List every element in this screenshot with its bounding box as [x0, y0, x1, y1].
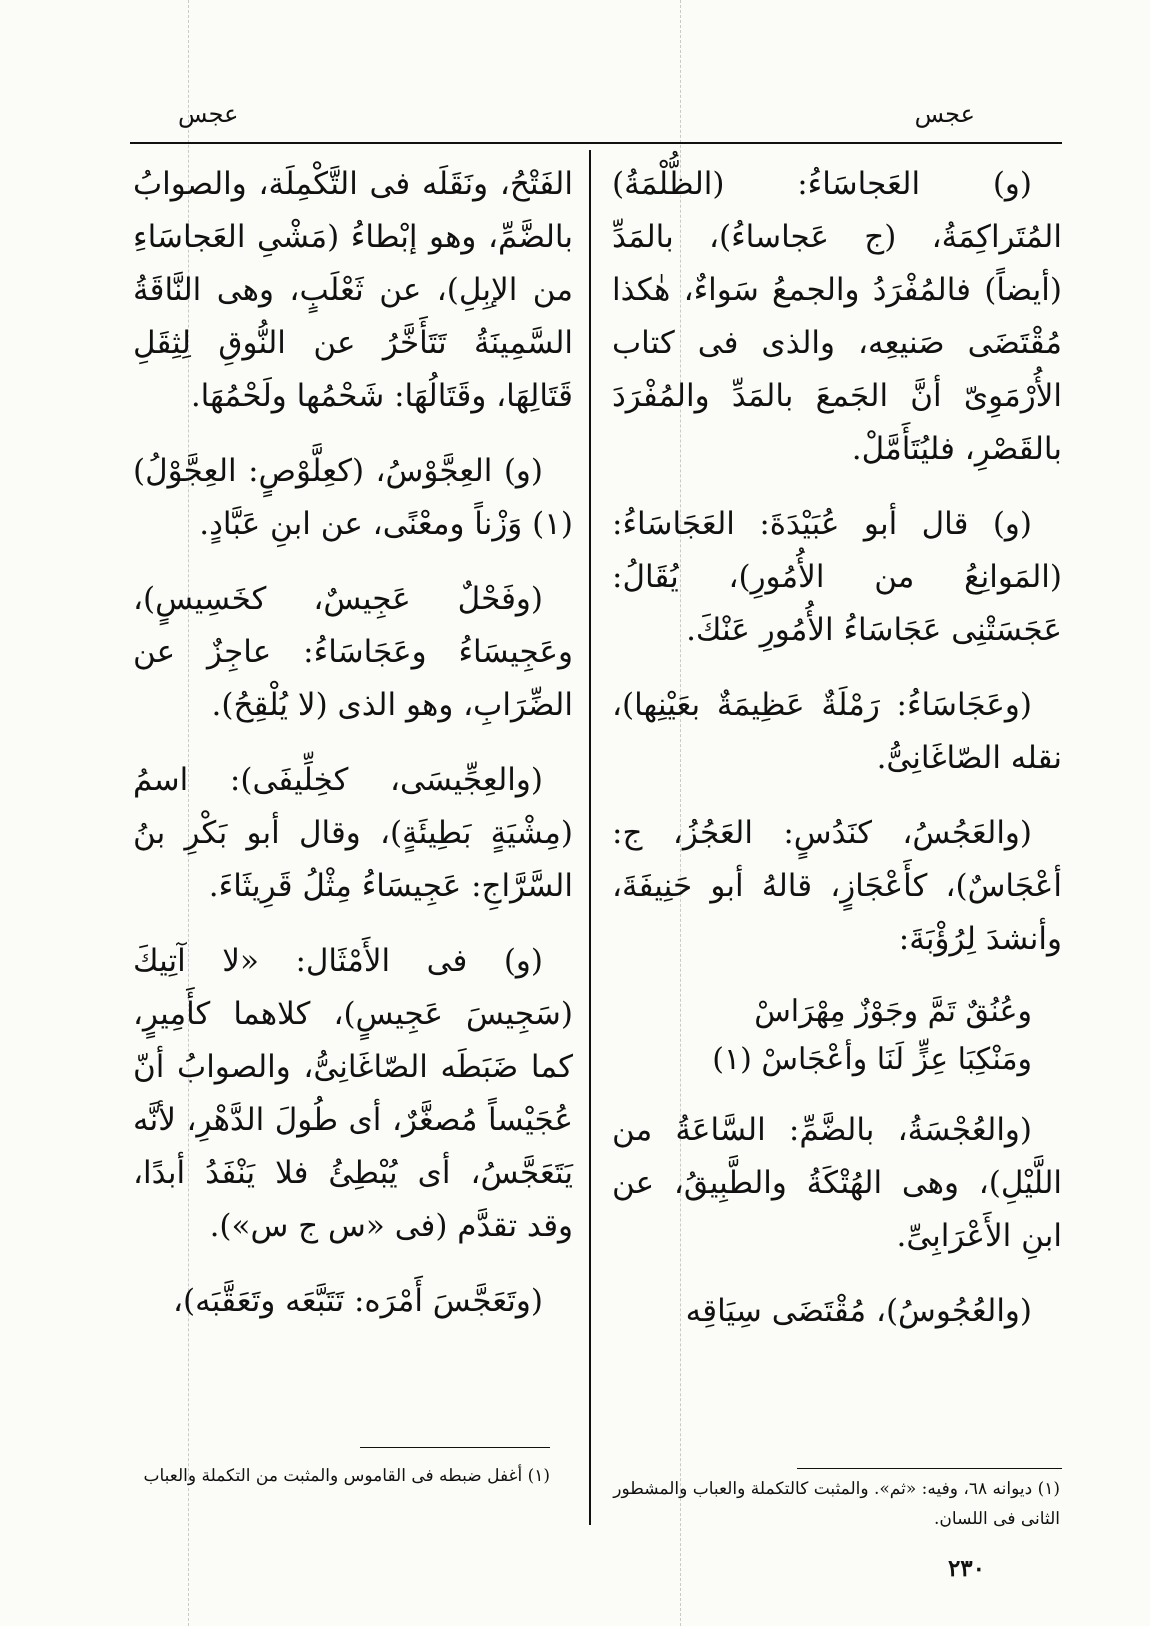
footnote-left: (١) أغفل ضبطه فى القاموس والمثبت من التكملة والعباب [143, 1466, 550, 1486]
verse-line: وعُنُقٌ تَمَّ وجَوْزٌ مِهْرَاسْ [754, 994, 1032, 1029]
footnote-right: (١) ديوانه ٦٨، وفيه: «ثم». والمثبت كالتكملة والعباب والمشطور الثانى فى اللسان. [613, 1479, 1060, 1529]
verse-block [612, 988, 1062, 1084]
entry-paragraph: (والعُجُوسُ)، مُقْتَضَى سِيَاقِه [685, 1293, 1032, 1329]
entry-paragraph: (والعَجُسُ، كنَدُسٍ: العَجُزُ، ج: أعْجَاسٌ)، كأَعْجَازٍ، قالهُ أبو حَنِيفَةَ، وأنشدَ لِرُؤْبَةَ: [612, 815, 1062, 957]
footnote-rule-left [360, 1447, 550, 1448]
entry-paragraph: (والعِجِّيسَى، كخِلِّيفَى): اسمُ (مِشْيَةٍ بَطِيئَةٍ)، وقال أبو بَكْرِ بنُ السَّرَّاجِ: عَجِيسَاءُ مِثْلُ قَرِيثَاءَ. [133, 762, 573, 904]
entry-paragraph: (وعَجَاسَاءُ: رَمْلَةٌ عَظِيمَةٌ بعَيْنِها)، نقله الصّاغَانِىُّ. [612, 687, 1062, 776]
header-rule [130, 142, 1062, 144]
entry-paragraph: (و) فى الأَمْثَال: «لا آتِيكَ (سَجِيسَ عَجِيسٍ)، كلاهما كأَمِيرٍ، كما ضَبَطَه الصّاغَانِىُّ، والصوابُ أنّ عُجَيْساً مُصغَّرٌ، أى طُولَ الدَّهْرِ، لأنَّه يَتَعَجَّسُ، أى يُبْطِئُ فلا يَنْفَدُ أبدًا، وقد تقدَّم (فى «س ج س»). [133, 943, 573, 1244]
entry-paragraph: (و) العَجاسَاءُ: (الظُّلْمَةُ) المُتَراكِمَةُ، (ج عَجاساءُ)، بالمَدِّ (أيضاً) فالمُفْرَدُ والجمعُ سَواءٌ، هٰكذا مُقْتَضَى صَنيعِه، والذى فى كتاب الأُرْمَوِىّ أنَّ الجَمعَ بالمَدِّ والمُفْرَدَ بالقَصْرِ، فليُتَأَمَّلْ. [612, 166, 1062, 467]
column-divider [589, 150, 591, 1525]
entry-paragraph: (و) العِجَّوْسُ، (كعِلَّوْصٍ: العِجَّوْلُ)(١) وَزْناً ومعْنًى، عن ابنِ عَبَّادٍ. [133, 453, 573, 542]
entry-paragraph: (وفَحْلٌ عَجِيسٌ، كخَسِيسٍ)، وعَجِيسَاءُ وعَجَاسَاءُ: عاجِزٌ عن الضِّرَابِ، وهو الذى (لا يُلْقِحُ). [133, 581, 573, 723]
right-column [612, 158, 1062, 1360]
entry-paragraph: (وتَعَجَّسَ أَمْرَه: تَتَبَّعَه وتَعَقَّبَه)، [173, 1283, 543, 1319]
left-column [133, 158, 573, 1350]
entry-paragraph: الفَتْحُ، ونَقَلَه فى التَّكْمِلَة، والصوابُ بالضَّمِّ، وهو إبْطاءُ (مَشْىِ العَجاسَاءِ من الإبِلِ)، عن ثَعْلَبٍ، وهى النَّاقَةُ السَّمِينَةُ تَتَأَخَّرُ عن النُّوقِ لِثِقَلِ قَتَالِهَا، وقَتَالُهَا: شَحْمُها ولَحْمُهَا. [133, 166, 573, 414]
running-header-right: عجس [914, 100, 975, 128]
entry-paragraph: (والعُجْسَةُ، بالضَّمِّ: السَّاعَةُ من اللَّيْلِ)، وهى الهُتْكَةُ والطَّبِيقُ، عن ابنِ الأَعْرَابِىِّ. [612, 1112, 1062, 1254]
page-number: ٢٣٠ [947, 1555, 985, 1582]
verse-line: ومَنْكِبَا عِزٍّ لَنَا وأعْجَاسْ (١) [712, 1042, 1032, 1077]
entry-paragraph: (و) قال أبو عُبَيْدَةَ: العَجَاسَاءُ: (المَوانِعُ من الأُمُورِ)، يُقَالُ: عَجَسَتْنِى عَجَاسَاءُ الأُمُورِ عَنْكَ. [612, 506, 1062, 648]
footnote-rule-right [797, 1468, 1062, 1469]
running-header-left: عجس [178, 100, 239, 128]
